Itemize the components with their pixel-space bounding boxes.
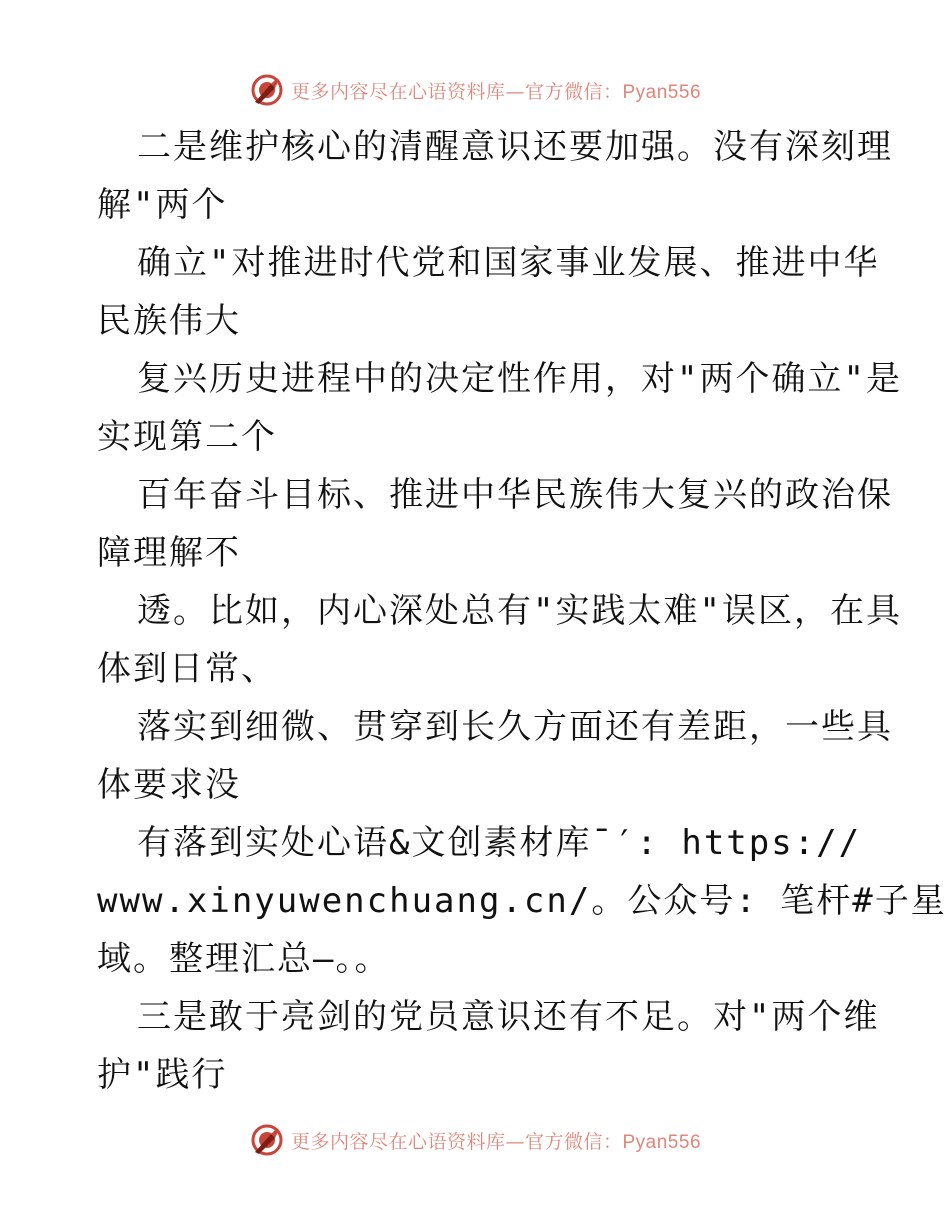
seal-pen-icon [249, 1122, 285, 1158]
footer-banner-text [291, 1127, 701, 1154]
text-line: 体要求没 [97, 765, 241, 805]
footer-banner-wechat-id: Pyan556 [622, 1131, 702, 1153]
text-line: 障理解不 [97, 533, 241, 573]
header-banner-cn: 更多内容尽在心语资料库—官方微信： [290, 80, 623, 103]
text-line: 实现第二个 [97, 417, 277, 457]
text-line: 民族伟大 [97, 301, 241, 341]
text-line: 确立"对推进时代党和国家事业发展、推进中华 [137, 243, 880, 283]
text-line: 域。整理汇总—。。 [97, 939, 391, 979]
text-line: 解"两个 [97, 185, 228, 225]
text-line: 三是敢于亮剑的党员意识还有不足。对"两个维 [137, 997, 880, 1037]
footer-banner [0, 1120, 950, 1160]
text-line: www.xinyuwenchuang.cn/。公众号: 笔杆#子星 [97, 881, 947, 921]
text-line: 落实到细微、贯穿到长久方面还有差距，一些具 [137, 707, 893, 747]
text-line: 体到日常、 [97, 649, 277, 689]
body-text [97, 118, 947, 1104]
text-line: 护"践行 [97, 1055, 228, 1095]
text-line: 复兴历史进程中的决定性作用，对"两个确立"是 [137, 359, 902, 399]
seal-pen-icon [249, 72, 285, 108]
text-line: 透。比如，内心深处总有"实践太难"误区，在具 [137, 591, 902, 631]
text-line: 有落到实处心语&文创素材库¯′: https:// [137, 823, 862, 863]
text-line: 二是维护核心的清醒意识还要加强。没有深刻理 [137, 127, 893, 167]
footer-banner-cn: 更多内容尽在心语资料库—官方微信： [290, 1130, 623, 1153]
text-line: 百年奋斗目标、推进中华民族伟大复兴的政治保 [137, 475, 893, 515]
header-banner-text [291, 77, 701, 104]
header-banner-wechat-id: Pyan556 [622, 81, 702, 103]
header-banner [0, 70, 950, 110]
